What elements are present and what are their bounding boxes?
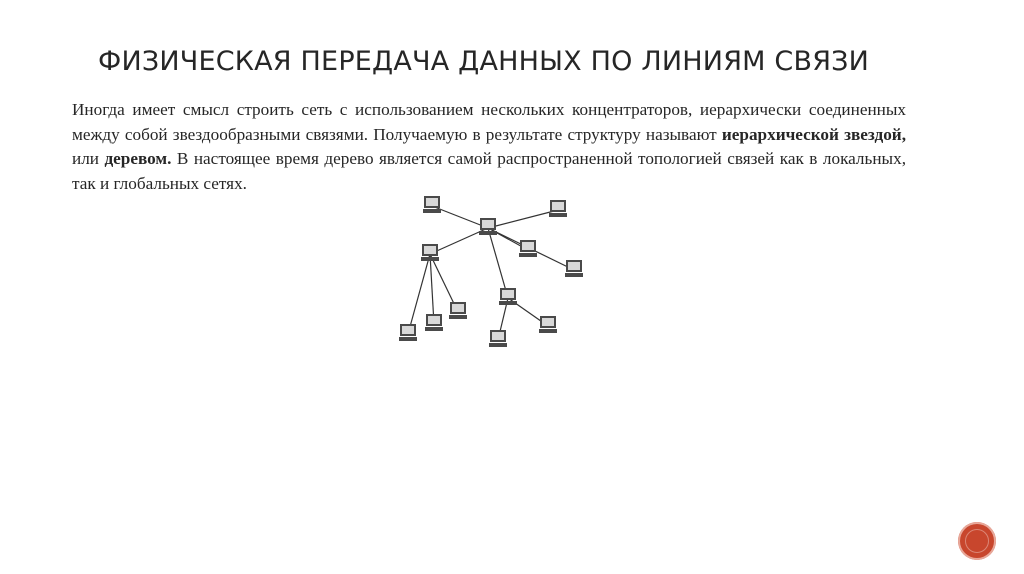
computer-icon [519, 240, 537, 257]
body-bold-tree: деревом. [104, 149, 172, 168]
edge-n4-n10 [430, 254, 434, 324]
computer-icon [423, 196, 441, 213]
body-text-part3: В настоящее время дерево является самой распространенной топологией связей как в локальных, так и глобальных сетях. [72, 149, 906, 193]
circle-icon [965, 529, 989, 553]
edge-n2-n3 [488, 210, 558, 228]
computer-icon [479, 218, 497, 235]
next-slide-button[interactable] [958, 522, 996, 560]
computer-icon [425, 314, 443, 331]
computer-icon [499, 288, 517, 305]
edge-n2-n8 [488, 228, 508, 298]
computer-icon [565, 260, 583, 277]
body-text-part2: или [72, 149, 105, 168]
computer-icon [449, 302, 467, 319]
tree-topology-diagram [390, 188, 590, 358]
diagram-nodes [399, 196, 583, 347]
computer-icon [421, 244, 439, 261]
computer-icon [399, 324, 417, 341]
computer-icon [549, 200, 567, 217]
computer-icon [539, 316, 557, 333]
computer-icon [489, 330, 507, 347]
slide-title: ФИЗИЧЕСКАЯ ПЕРЕДАЧА ДАННЫХ ПО ЛИНИЯМ СВЯЗИ [98, 46, 870, 77]
body-text-part1: Иногда имеет смысл строить сеть с использованием нескольких концентраторов, иерархически соединенных между собой звездообразными связями. Получаемую в результате структуру называют [72, 100, 906, 144]
body-bold-hierarchical-star: иерархической звездой, [721, 124, 906, 144]
slide-body [72, 98, 906, 196]
